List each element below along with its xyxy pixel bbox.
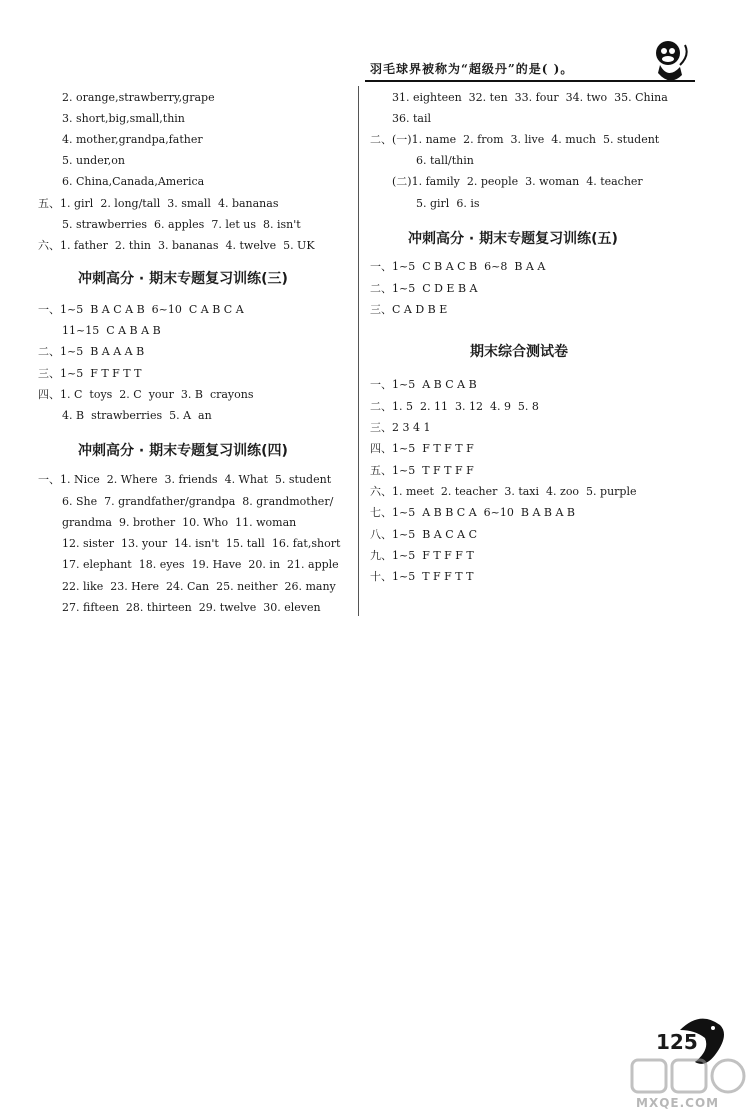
answer-line: 4. mother,grandpa,father xyxy=(62,133,203,146)
watermark xyxy=(630,1056,748,1114)
watermark-logo-icon xyxy=(630,1056,748,1096)
answer-line: 一、1. Nice 2. Where 3. friends 4. What 5. student xyxy=(38,473,332,486)
answer-line: (二)1. family 2. people 3. woman 4. teacher xyxy=(392,175,643,188)
answer-line: 一、1~5 A B C A B xyxy=(370,378,477,391)
section-title: 期末综合测试卷 xyxy=(470,344,568,360)
answer-line: 二、1~5 C D E B A xyxy=(370,282,478,295)
watermark-text: MXQE.COM xyxy=(636,1096,720,1110)
column-divider xyxy=(358,86,359,616)
answer-line: 12. sister 13. your 14. isn't 15. tall 16. fat,short xyxy=(62,537,341,550)
answer-line: 5. girl 6. is xyxy=(416,197,480,210)
answer-line: 5. strawberries 6. apples 7. let us 8. isn't xyxy=(62,218,301,231)
answer-line: 4. B strawberries 5. A an xyxy=(62,409,212,422)
answer-line: 6. She 7. grandfather/grandpa 8. grandmother/ xyxy=(62,495,334,508)
header-riddle: 羽毛球界被称为“超级丹”的是( )。 xyxy=(370,62,574,76)
answer-line: 6. tall/thin xyxy=(416,154,474,167)
answer-line: 36. tail xyxy=(392,112,432,125)
monkey-mascot-icon xyxy=(630,35,690,85)
answer-line: 17. elephant 18. eyes 19. Have 20. in 21. apple xyxy=(62,558,339,571)
answer-line: 5. under,on xyxy=(62,154,125,167)
answer-line: 2. orange,strawberry,grape xyxy=(62,91,215,104)
answer-line: 27. fifteen 28. thirteen 29. twelve 30. eleven xyxy=(62,601,321,614)
answer-line: 七、1~5 A B B C A 6~10 B A B A B xyxy=(370,506,575,519)
answer-line: 四、1. C toys 2. C your 3. B crayons xyxy=(38,388,254,401)
answer-line: 二、1. 5 2. 11 3. 12 4. 9 5. 8 xyxy=(370,400,539,413)
section-title: 冲刺高分 · 期末专题复习训练(四) xyxy=(78,443,288,459)
answer-line: 三、1~5 F T F T T xyxy=(38,367,142,380)
answer-line: 二、1~5 B A A A B xyxy=(38,345,145,358)
answer-line: 一、1~5 C B A C B 6~8 B A A xyxy=(370,260,546,273)
answer-line: 31. eighteen 32. ten 33. four 34. two 35. China xyxy=(392,91,668,104)
answer-line: 3. short,big,small,thin xyxy=(62,112,185,125)
answer-line: 四、1~5 F T F T F xyxy=(370,442,474,455)
page-number: 125 xyxy=(656,1030,698,1054)
answer-line: 五、1~5 T F T F F xyxy=(370,464,474,477)
answer-line: 6. China,Canada,America xyxy=(62,175,205,188)
answer-line: 六、1. meet 2. teacher 3. taxi 4. zoo 5. purple xyxy=(370,485,637,498)
section-title: 冲刺高分 · 期末专题复习训练(三) xyxy=(78,271,288,287)
answer-line: 三、2 3 4 1 xyxy=(370,421,431,434)
answer-line: 一、1~5 B A C A B 6~10 C A B C A xyxy=(38,303,244,316)
answer-line: 二、(一)1. name 2. from 3. live 4. much 5. student xyxy=(370,133,660,146)
answer-line: 九、1~5 F T F F T xyxy=(370,549,474,562)
answer-line: 五、1. girl 2. long/tall 3. small 4. bananas xyxy=(38,197,279,210)
answer-line: 十、1~5 T F F T T xyxy=(370,570,474,583)
answer-line: grandma 9. brother 10. Who 11. woman xyxy=(62,516,297,529)
section-title: 冲刺高分 · 期末专题复习训练(五) xyxy=(408,231,618,247)
answer-line: 11~15 C A B A B xyxy=(62,324,161,337)
answer-line: 22. like 23. Here 24. Can 25. neither 26. many xyxy=(62,580,336,593)
answer-line: 八、1~5 B A C A C xyxy=(370,528,477,541)
answer-line: 六、1. father 2. thin 3. bananas 4. twelve 5. UK xyxy=(38,239,315,252)
answer-line: 三、C A D B E xyxy=(370,303,448,316)
